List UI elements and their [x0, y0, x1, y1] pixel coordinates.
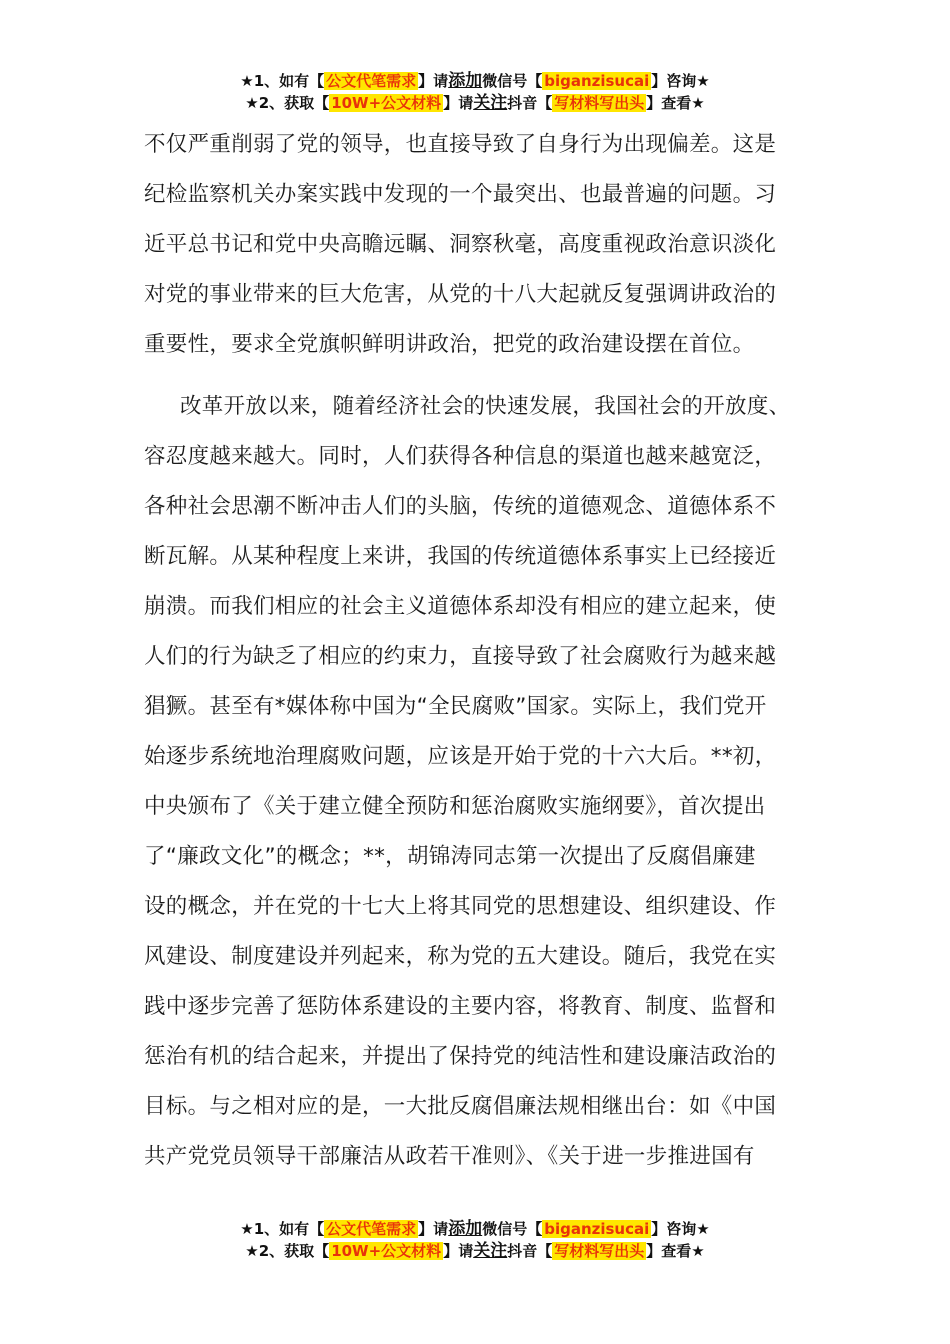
banner-text: ★1、如有【 [240, 1220, 325, 1238]
text-line: 容忍度越来越大。同时，人们获得各种信息的渠道也越来越宽泛， [144, 444, 777, 469]
paragraph-2 [144, 382, 812, 1182]
banner-highlight: 10W+公文材料 [331, 94, 442, 112]
text-line: 对党的事业带来的巨大危害，从党的十八大起就反复强调讲政治的 [144, 282, 777, 307]
banner-underlined: 添加 [448, 1219, 483, 1239]
text-line: 不仅严重削弱了党的领导，也直接导致了自身行为出现偏差。这是 [144, 132, 777, 157]
banner-text: ★2、获取【 [245, 1242, 330, 1260]
banner-line-2 [0, 1240, 950, 1262]
text-line: 共产党党员领导干部廉洁从政若干准则》、《关于进一步推进国有 [144, 1144, 755, 1169]
document-body [144, 120, 812, 1182]
banner-highlight: 10W+公文材料 [331, 1242, 442, 1260]
banner-underlined: 关注 [473, 93, 508, 113]
banner-text: 】咨询★ [651, 72, 710, 90]
text-line: 惩治有机的结合起来，并提出了保持党的纯洁性和建设廉洁政治的 [144, 1044, 777, 1069]
text-line: 各种社会思潮不断冲击人们的头脑，传统的道德观念、道德体系不 [144, 494, 777, 519]
banner-text: 抖音【 [507, 94, 553, 112]
banner-text: 】请 [418, 72, 449, 90]
footer-banner [0, 1218, 950, 1262]
text-line: 纪检监察机关办案实践中发现的一个最突出、也最普遍的问题。习 [144, 182, 777, 207]
banner-text: 】请 [418, 1220, 449, 1238]
text-line: 崩溃。而我们相应的社会主义道德体系却没有相应的建立起来，使 [144, 594, 777, 619]
text-line: 改革开放以来，随着经济社会的快速发展，我国社会的开放度、 [180, 394, 791, 419]
banner-text: 微信号【 [482, 1220, 543, 1238]
text-line: 目标。与之相对应的是，一大批反腐倡廉法规相继出台：如《中国 [144, 1094, 777, 1119]
banner-text: 】查看★ [646, 94, 705, 112]
banner-text: 】咨询★ [651, 1220, 710, 1238]
banner-text: 】请 [443, 1242, 474, 1260]
banner-underlined: 添加 [448, 71, 483, 91]
banner-text: 抖音【 [507, 1242, 553, 1260]
paragraph-1 [144, 120, 812, 370]
text-line: 断瓦解。从某种程度上来讲，我国的传统道德体系事实上已经接近 [144, 544, 777, 569]
text-line: 了“廉政文化”的概念；**，胡锦涛同志第一次提出了反腐倡廉建 [144, 844, 756, 869]
banner-highlight: 写材料写出头 [554, 1242, 645, 1260]
text-line: 重要性，要求全党旗帜鲜明讲政治，把党的政治建设摆在首位。 [144, 332, 755, 357]
banner-highlight: 公文代笔需求 [326, 1220, 417, 1238]
banner-text: 】查看★ [646, 1242, 705, 1260]
text-line: 猖獗。甚至有*媒体称中国为“全民腐败”国家。实际上，我们党开 [144, 694, 767, 719]
banner-highlight: biganzisucai [544, 1220, 650, 1238]
text-line: 始逐步系统地治理腐败问题，应该是开始于党的十六大后。**初， [144, 744, 777, 769]
text-line: 中央颁布了《关于建立健全预防和惩治腐败实施纲要》，首次提出 [144, 794, 766, 819]
text-line: 设的概念，并在党的十七大上将其同党的思想建设、组织建设、作 [144, 894, 777, 919]
banner-line-1 [0, 1218, 950, 1240]
banner-text: 微信号【 [482, 72, 543, 90]
text-line: 人们的行为缺乏了相应的约束力，直接导致了社会腐败行为越来越 [144, 644, 777, 669]
banner-line-1 [0, 70, 950, 92]
banner-highlight: 写材料写出头 [554, 94, 645, 112]
banner-text: ★1、如有【 [240, 72, 325, 90]
header-banner [0, 70, 950, 114]
banner-text: 】请 [443, 94, 474, 112]
banner-highlight: biganzisucai [544, 72, 650, 90]
banner-highlight: 公文代笔需求 [326, 72, 417, 90]
text-line: 近平总书记和党中央高瞻远瞩、洞察秋毫，高度重视政治意识淡化 [144, 232, 777, 257]
banner-underlined: 关注 [473, 1241, 508, 1261]
banner-line-2 [0, 92, 950, 114]
banner-text: ★2、获取【 [245, 94, 330, 112]
text-line: 践中逐步完善了惩防体系建设的主要内容，将教育、制度、监督和 [144, 994, 777, 1019]
text-line: 风建设、制度建设并列起来，称为党的五大建设。随后，我党在实 [144, 944, 777, 969]
